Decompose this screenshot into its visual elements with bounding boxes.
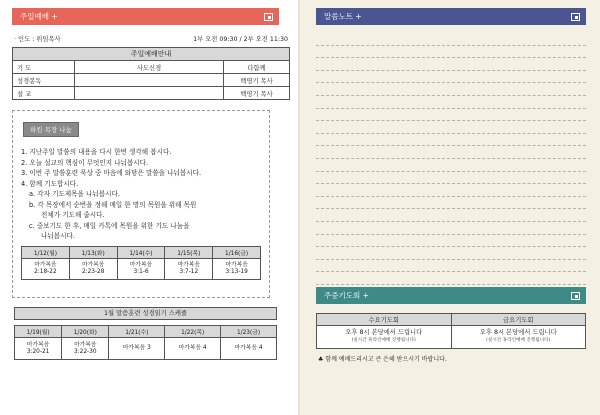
table-row [22, 246, 261, 258]
prayer-note: (실시간 휴라인예배 진행됩니다) [351, 338, 416, 343]
order-content: 사도신경 [75, 61, 224, 74]
order-item: 기 도 [13, 61, 75, 74]
mokjang-tag: 하킴 목장 나눔 [23, 122, 79, 137]
reading-cell: 마가복음 3 [109, 338, 165, 360]
note-line [316, 247, 586, 260]
step-sub-c: c. 중보기도 한 후, 매일 카톡에 목원을 위한 기도 나눔을 [29, 221, 190, 230]
note-line [316, 121, 586, 134]
prayer-table [316, 313, 586, 349]
sermon-notes-title: 말씀노트 + [324, 12, 362, 21]
sermon-notes-header[interactable] [316, 8, 586, 25]
table-row [15, 338, 277, 360]
note-line [316, 96, 586, 109]
table-row [13, 61, 290, 74]
sermon-notes-section [316, 8, 586, 280]
mokjang-sharing-box [12, 110, 270, 298]
prayer-time: 오후 8시 본당에서 드립니다 [479, 329, 557, 336]
prayer-column-header: 금요기도회 [451, 314, 586, 326]
table-row [317, 314, 586, 326]
reading-cell: 마가복음 4 [165, 338, 221, 360]
prayer-cell [317, 326, 452, 349]
day-header: 1/21(수) [109, 326, 165, 338]
table-row [317, 326, 586, 349]
prayer-cell [451, 326, 586, 349]
note-line [316, 260, 586, 273]
prayer-column-header: 수요기도회 [317, 314, 452, 326]
reading-cell: 마가복음 3:7-12 [165, 258, 213, 279]
note-line [316, 71, 586, 84]
table-row [13, 87, 290, 100]
note-line [316, 159, 586, 172]
note-line [316, 58, 586, 71]
week-reading-table [21, 246, 261, 280]
expand-icon[interactable] [264, 13, 273, 21]
note-line [316, 235, 586, 248]
reading-cell: 마가복음 3:1-6 [117, 258, 165, 279]
note-lines[interactable] [316, 33, 586, 285]
table-row [15, 326, 277, 338]
step-sub-c-cont: 나눠봅시다. [41, 232, 75, 240]
step-sub-b-cont: 전체가 기도해 줍시다. [41, 211, 105, 219]
preacher-text: · 인도 : 위임목사 [14, 36, 61, 43]
order-content [75, 74, 224, 87]
day-header: 1/12(월) [22, 246, 70, 258]
prayer-time: 오후 8시 본당에서 드립니다 [345, 329, 423, 336]
note-line [316, 209, 586, 222]
sunday-worship-title: 주일예배 + [20, 12, 58, 21]
order-item: 설 교 [13, 87, 75, 100]
day-header: 1/15(목) [165, 246, 213, 258]
reading-cell: 마가복음 2:23-28 [69, 258, 117, 279]
table-row [22, 258, 261, 279]
expand-icon[interactable] [571, 292, 580, 300]
reading-cell: 마가복음 2:18-22 [22, 258, 70, 279]
order-item: 성경봉독 [13, 74, 75, 87]
order-leader: 다함께 [224, 61, 290, 74]
blessing-text: ♣ 함께 예배드리시고 큰 은혜 받으시기 바랍니다. [318, 356, 447, 363]
step-sub-b: b. 각 목장에서 순번을 정해 매일 한 명의 목원을 위해 목원 [29, 200, 197, 209]
step-item: 2. 오늘 설교의 핵심이 무엇인지 나눠봅시다. [21, 158, 149, 167]
order-leader: 백영기 목사 [224, 74, 290, 87]
service-times: 1부 오전 09:30 / 2부 오전 11:30 [193, 36, 288, 43]
step-sub-a: a. 각자 기도제목을 나눠봅시다. [29, 190, 120, 198]
note-line [316, 184, 586, 197]
day-header: 1/16(금) [213, 246, 261, 258]
worship-order-table [12, 47, 290, 100]
step-item: 4. 함께 기도합시다. [21, 179, 79, 188]
day-header: 1/19(월) [15, 326, 62, 338]
note-line [316, 83, 586, 96]
note-line [316, 146, 586, 159]
month-reading-table [14, 325, 277, 360]
note-line [316, 134, 586, 147]
step-item: 3. 이번 주 말씀훈련 묵상 중 마음에 와닿은 말씀을 나눠봅시다. [21, 169, 202, 177]
prayer-note: (실시간 휴라인예배 진행됩니다) [486, 338, 551, 343]
day-header: 1/20(화) [62, 326, 109, 338]
note-line [316, 172, 586, 185]
reading-cell: 마가복음 3:20-21 [15, 338, 62, 360]
month-schedule [12, 307, 290, 360]
right-page [300, 0, 600, 415]
note-line [316, 197, 586, 210]
day-header: 1/14(수) [117, 246, 165, 258]
sharing-steps [21, 147, 261, 242]
month-schedule-title: 1월 말씀훈련 성경읽기 스케줄 [14, 307, 277, 320]
day-header: 1/23(금) [221, 326, 277, 338]
worship-info [14, 34, 288, 43]
worship-order-title: 주일예배안내 [13, 48, 290, 61]
weekday-prayer-section [316, 287, 586, 363]
reading-cell: 마가복음 3:22-30 [62, 338, 109, 360]
sunday-worship-header[interactable] [12, 8, 279, 25]
order-content [75, 87, 224, 100]
step-item: 1. 지난주일 말씀의 내용을 다시 한번 생각해 봅시다. [21, 148, 172, 156]
reading-cell: 마가복음 4 [221, 338, 277, 360]
order-leader: 백영기 목사 [224, 87, 290, 100]
reading-cell: 마가복음 3:13-19 [213, 258, 261, 279]
weekday-prayer-header[interactable] [316, 287, 586, 304]
table-row [13, 74, 290, 87]
note-line [316, 109, 586, 122]
weekday-prayer-title: 주중기도회 + [324, 291, 369, 300]
day-header: 1/22(목) [165, 326, 221, 338]
note-line [316, 46, 586, 59]
day-header: 1/13(화) [69, 246, 117, 258]
note-line [316, 33, 586, 46]
note-line [316, 222, 586, 235]
note-line [316, 272, 586, 285]
expand-icon[interactable] [571, 13, 580, 21]
